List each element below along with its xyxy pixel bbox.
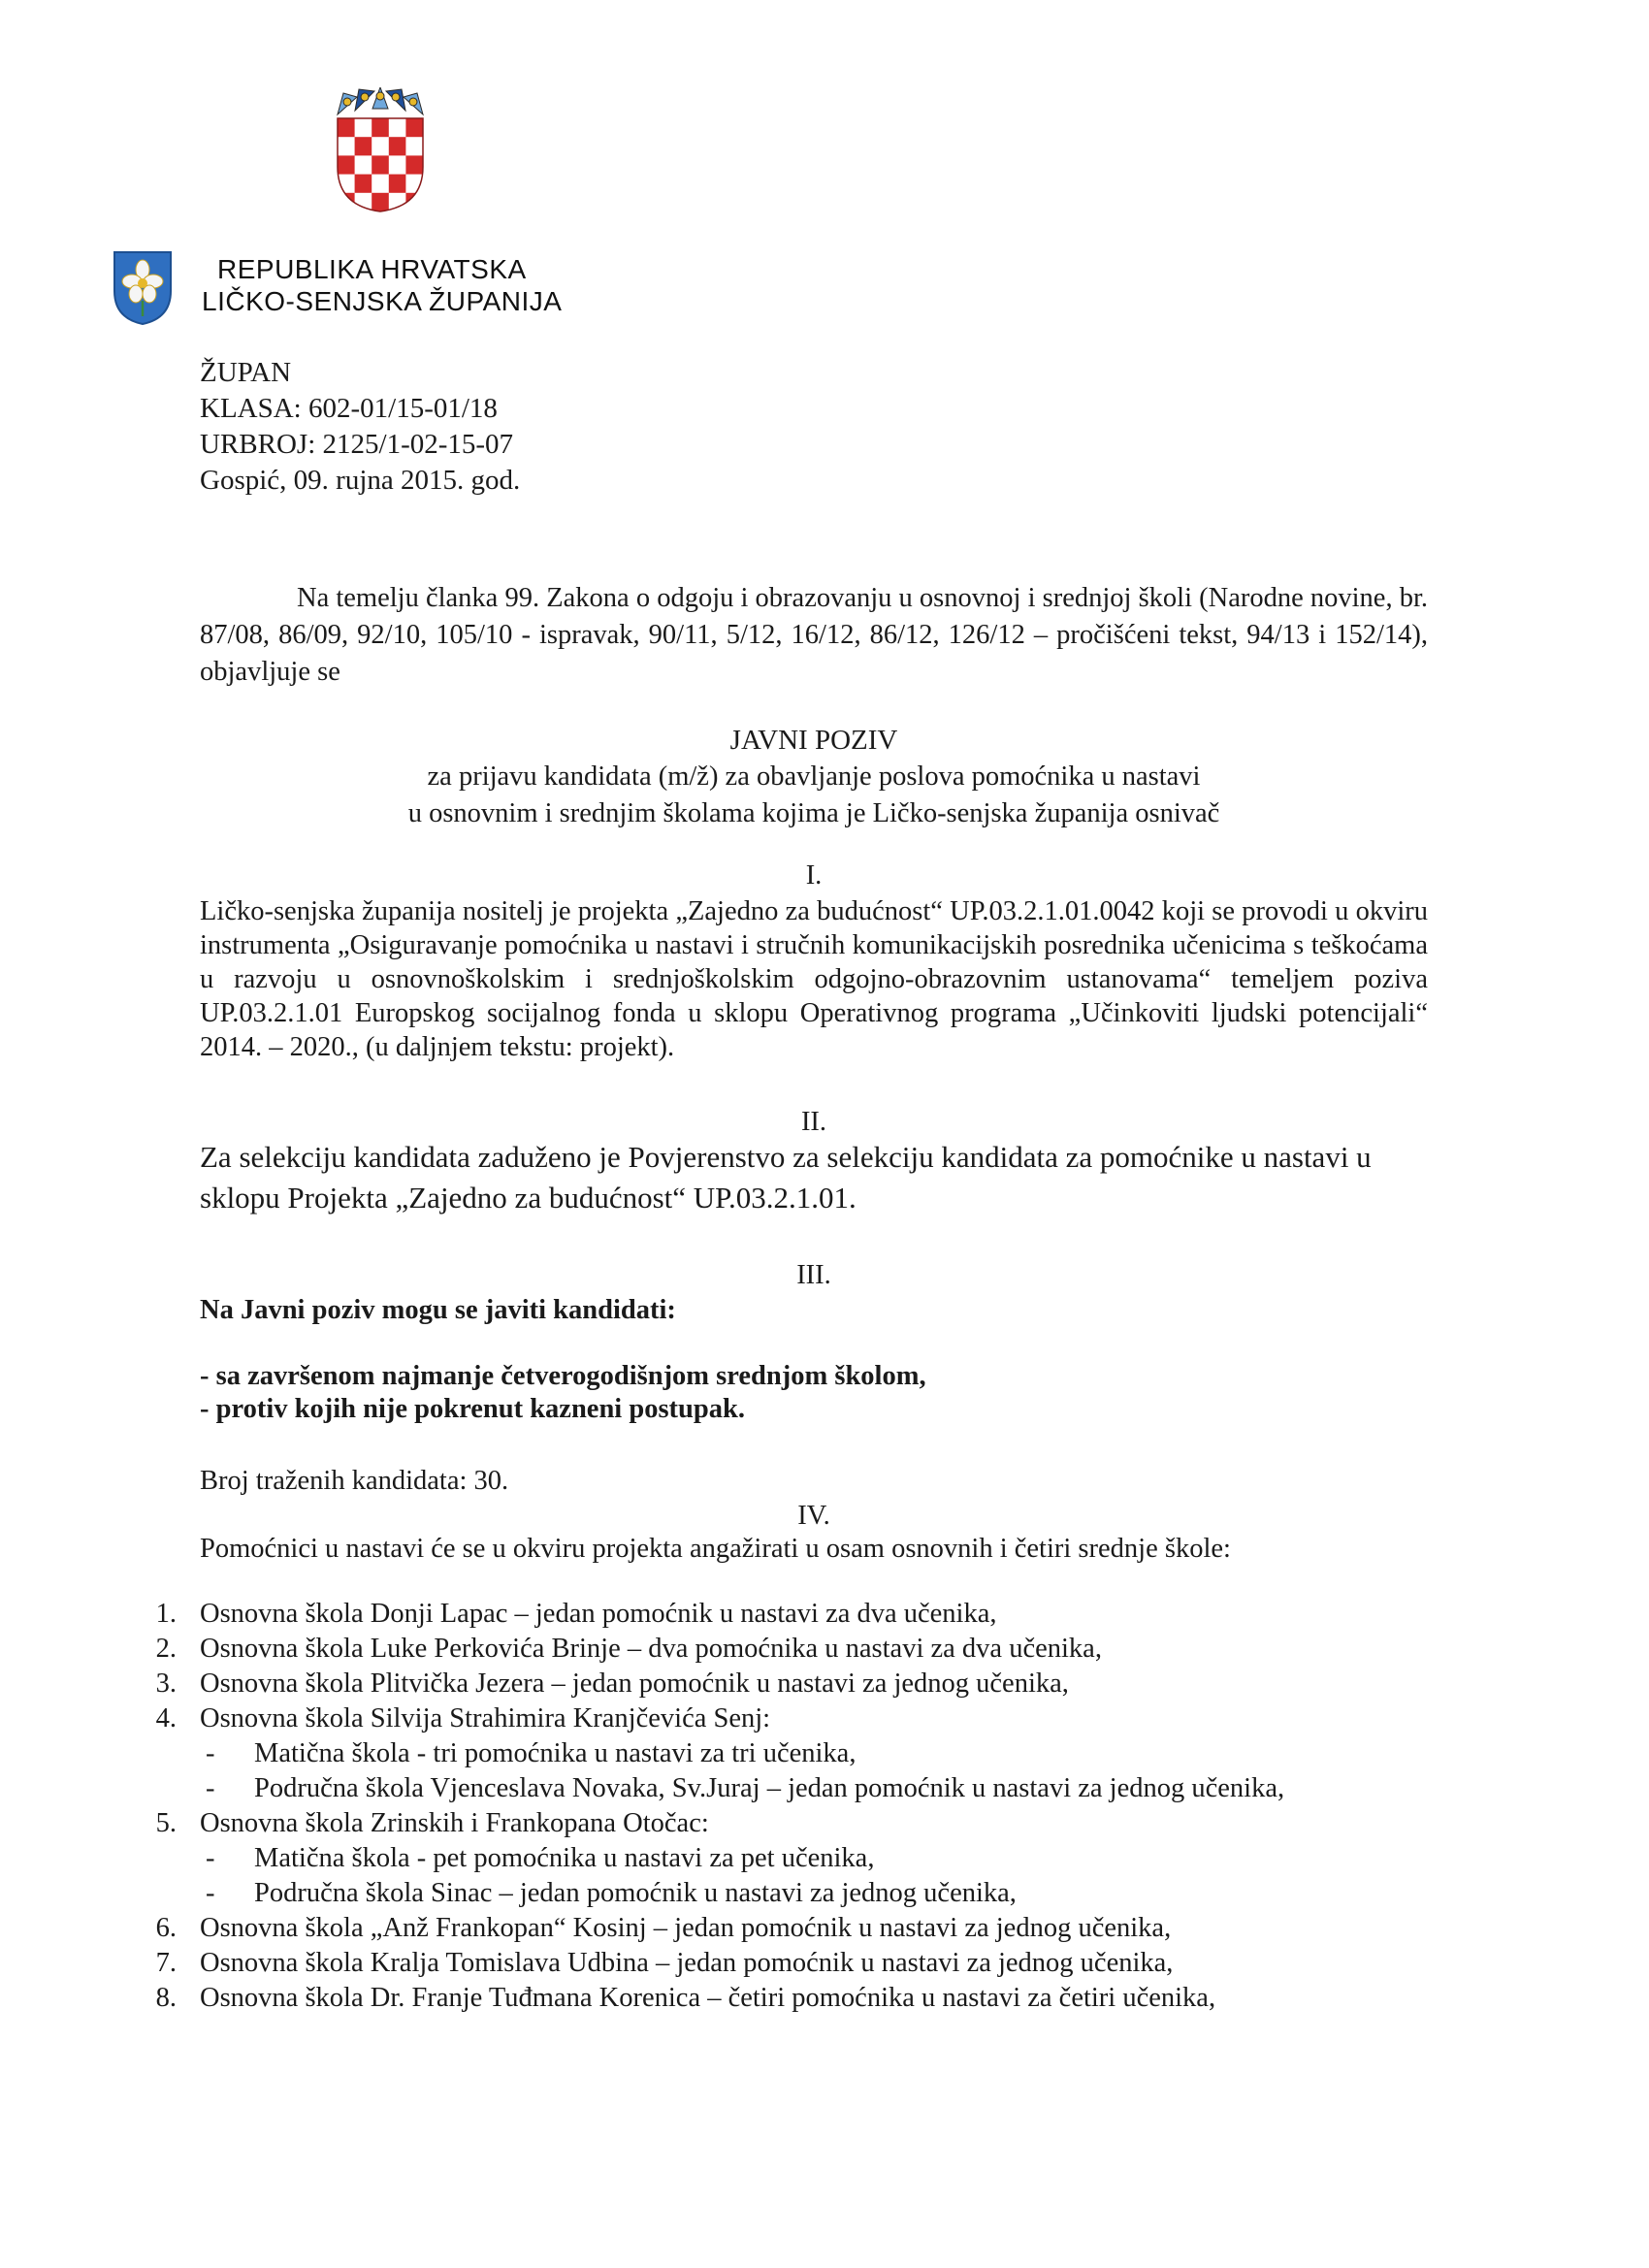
school-list: 1. Osnovna škola Donji Lapac – jedan pomoćnik u nastavi za dva učenika, 2. Osnovna škola Luke Perkovića Brinje – dva pomoćnika u nastavi za dva učenika, 3. Osnovna škola Plitvička Jezera – jedan pomoćnik u nastavi za jednog učenika, 4. Osnovna škola Silvija Strahimira Kranjčevića Senj: - Matična škola - tri pomoćnika u nastavi za tri učenika, - Područna škola Vjenceslava Novaka, Sv.Juraj – jedan pomoćnik u nastavi za jednog učenika, 5. Osnovna škola Zrinskih i Frankopana Otočac: - Matična škola - pet pomoćnika u nastavi za pet učenika, - Područna škola Sinac – jedan pomoćnik u nastavi za jednog učenika, 6. Osnovna škola „Anž Frankopan“ Kosinj – jedan pomoćnik u nastavi za jednog učenika, 7. Osnovna škola Kralja Tomislava Udbina – jedan pomoćnik u nastavi za jednog učenika, 8. Osnovna škola Dr. Franje Tuđmana Korenica – četiri pomoćnika u nastavi za četiri učenika, (155, 1599, 1285, 2013)
place-date: Gospić, 09. rujna 2015. god. (200, 465, 521, 496)
urbroj-number: URBROJ: 2125/1-02-15-07 (200, 429, 514, 460)
country-name: REPUBLIKA HRVATSKA (217, 254, 527, 284)
title-sub-2: u osnovnim i srednjim školama kojima je Ličko-senjska županija osnivač (407, 798, 1220, 828)
section-1-number: I. (805, 860, 823, 891)
county-name: LIČKO-SENJSKA ŽUPANIJA (202, 286, 563, 316)
section-3-number: III. (796, 1260, 831, 1290)
title-sub-1: za prijavu kandidata (m/ž) za obavljanje poslova pomoćnika u nastavi (427, 761, 1201, 792)
section-1-text: Ličko-senjska županija nositelj je projekta „Zajedno za budućnost“ UP.03.2.1.01.0042 koji se provodi u okviru instrumenta „Osiguravanje pomoćnika u nastavi i stručnih komunikacijskih posrednika učenicima s teškoćama u razvoju u osnovnoškolskim i srednjoškolskim odgojno-obrazovnim ustanovama“ temeljem poziva UP.03.2.1.01 Europskog socijalnog fonda u sklopu Operativnog programa „Učinkoviti ljudski potencijali“ 2014. – 2020., (u daljnjem tekstu: projekt). (200, 896, 1428, 1062)
section-2-text: Za selekciju kandidata zaduženo je Povjerenstvo za selekciju kandidata za pomoćnike u nastavi u sklopu Projekta „Zajedno za budućnost“ UP.03.2.1.01. (200, 1140, 1372, 1215)
office-title: ŽUPAN (200, 357, 292, 388)
section-3-heading: Na Javni poziv mogu se javiti kandidati: (200, 1295, 676, 1325)
candidate-count: Broj traženih kandidata: 30. (200, 1466, 509, 1496)
section-2-number: II. (800, 1107, 827, 1137)
intro-paragraph: Na temelju članka 99. Zakona o odgoju i obrazovanju u osnovnoj i srednjoj školi (Narodne novine, br. 87/08, 86/09, 92/10, 105/10 - ispravak, 90/11, 5/12, 16/12, 86/12, 126/12 – pročišćeni tekst, 94/13 i 152/14), objavljuje se (200, 583, 1428, 687)
title-main: JAVNI POZIV (729, 725, 898, 756)
klasa-number: KLASA: 602-01/15-01/18 (200, 393, 498, 424)
requirement-1: - sa završenom najmanje četverogodišnjom srednjom školom, (200, 1361, 926, 1391)
requirement-2: - protiv kojih nije pokrenut kazneni postupak. (200, 1394, 745, 1424)
section-4-number: IV. (797, 1501, 830, 1531)
section-4-intro: Pomoćnici u nastavi će se u okviru projekta angažirati u osam osnovnih i četiri srednje škole: (200, 1534, 1231, 1564)
